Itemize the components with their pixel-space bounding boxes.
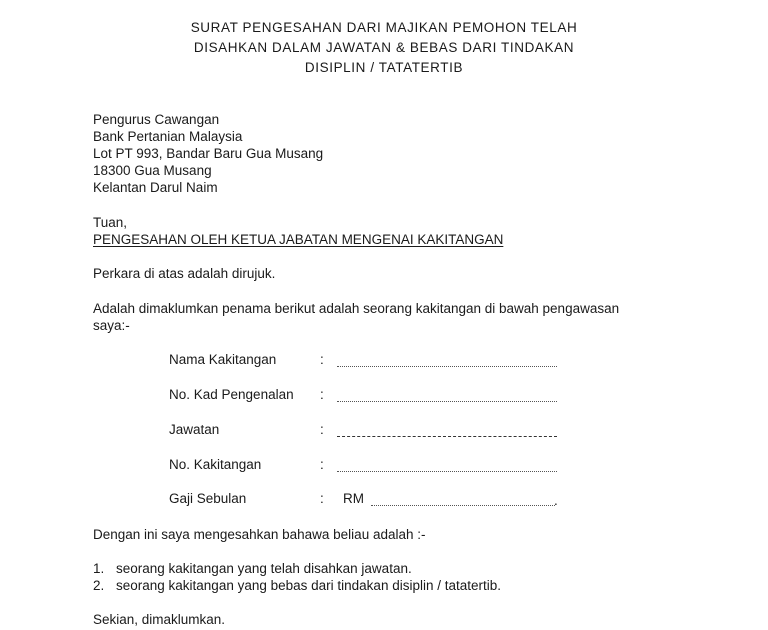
address-line-4: 18300 Gua Musang	[93, 163, 212, 178]
address-line-1: Pengurus Cawangan	[93, 112, 220, 127]
reference-text: Perkara di atas adalah dirujuk.	[93, 266, 276, 281]
title-line-1: SURAT PENGESAHAN DARI MAJIKAN PEMOHON TELAH	[190, 20, 578, 35]
list-item-text: seorang kakitangan yang bebas dari tindakan disiplin / tatatertib.	[116, 578, 502, 593]
field-label-nama-kakitangan: Nama Kakitangan	[169, 352, 277, 367]
address-line-3: Lot PT 993, Bandar Baru Gua Musang	[93, 146, 324, 161]
recipient-address	[93, 111, 323, 196]
confirmation-list	[93, 560, 501, 594]
field-colon: :	[320, 457, 324, 472]
list-item-number: 1.	[93, 561, 105, 576]
field-label-gaji-sebulan: Gaji Sebulan	[169, 491, 247, 506]
list-item	[93, 560, 501, 577]
field-blank-nama-kakitangan[interactable]	[337, 366, 557, 367]
field-blank-no-kakitangan[interactable]	[337, 471, 557, 472]
currency-prefix: RM	[343, 491, 364, 506]
list-item-number: 2.	[93, 578, 105, 593]
field-blank-no-kad-pengenalan[interactable]	[337, 401, 557, 402]
confirmation-text: Dengan ini saya mengesahkan bahawa beliau adalah :-	[93, 527, 426, 542]
address-line-2: Bank Pertanian Malaysia	[93, 129, 243, 144]
field-blank-jawatan[interactable]	[337, 436, 557, 437]
list-item-text: seorang kakitangan yang telah disahkan jawatan.	[116, 561, 412, 576]
closing-text: Sekian, dimaklumkan.	[93, 612, 226, 627]
list-item	[93, 577, 501, 594]
letter-title	[0, 18, 768, 78]
title-line-3: DISIPLIN / TATATERTIB	[304, 60, 464, 75]
field-colon: :	[320, 491, 324, 506]
salutation: Tuan,	[93, 215, 128, 230]
field-blank-gaji-sebulan[interactable]	[371, 505, 555, 506]
intro-line-1: Adalah dimaklumkan penama berikut adalah seorang kakitangan di bawah pengawasan	[93, 301, 620, 316]
field-colon: :	[320, 422, 324, 437]
field-label-no-kakitangan: No. Kakitangan	[169, 457, 262, 472]
field-colon: :	[320, 387, 324, 402]
letter-subject: PENGESAHAN OLEH KETUA JABATAN MENGENAI KAKITANGAN	[93, 232, 504, 247]
field-label-no-kad-pengenalan: No. Kad Pengenalan	[169, 387, 294, 402]
address-line-5: Kelantan Darul Naim	[93, 180, 218, 195]
intro-line-2: saya:-	[93, 318, 130, 333]
field-label-jawatan: Jawatan	[169, 422, 220, 437]
field-suffix: .	[554, 493, 558, 508]
title-line-2: DISAHKAN DALAM JAWATAN & BEBAS DARI TINDAKAN	[193, 40, 575, 55]
field-colon: :	[320, 352, 324, 367]
